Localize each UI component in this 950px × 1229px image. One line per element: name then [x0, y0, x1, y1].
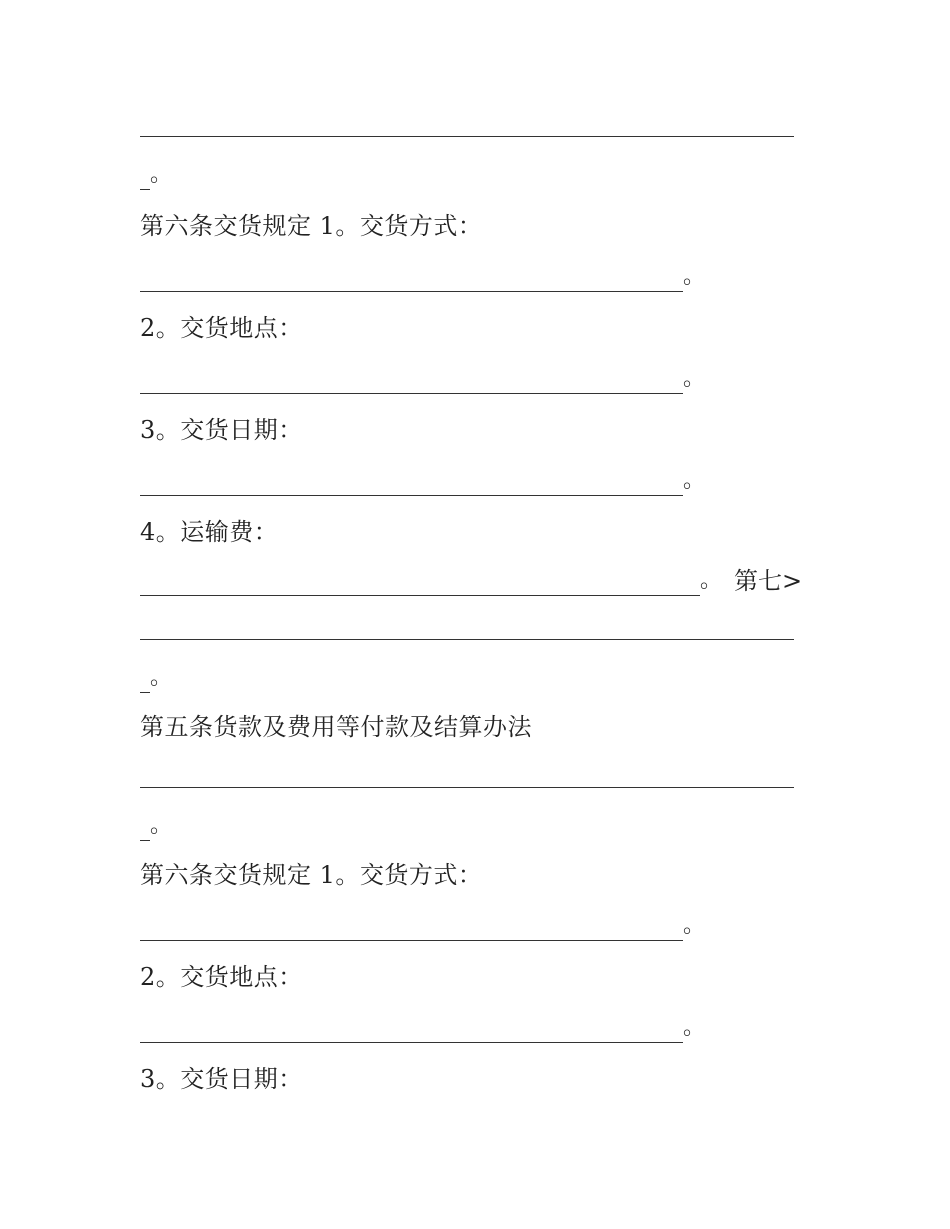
period-mark: 。: [150, 162, 173, 187]
period-mark: 。: [683, 913, 706, 938]
blank-underline: [140, 818, 150, 841]
fill-in-line: [140, 364, 705, 394]
clause-item: [140, 1064, 303, 1094]
clause-text: 第六条交货规定 1。交货方式：: [140, 861, 483, 889]
blank-underline: [140, 114, 794, 137]
blank-underline: [140, 269, 683, 292]
period-mark: 。: [150, 665, 173, 690]
period-mark: 。: [683, 264, 706, 289]
fill-in-line: [140, 610, 794, 640]
clause-text: 3。交货日期：: [140, 416, 303, 444]
fill-in-line: [140, 911, 705, 941]
period-mark: 。: [683, 468, 706, 493]
blank-underline: [140, 918, 683, 941]
clause-text: 2。交货地点：: [140, 314, 303, 342]
fill-in-line: [140, 566, 802, 596]
fill-in-line: [140, 262, 705, 292]
fill-in-line: [140, 758, 794, 788]
fill-in-line: [140, 466, 705, 496]
blank-underline: [140, 1020, 683, 1043]
clause-continuation: 第七>: [734, 567, 803, 595]
clause-item: [140, 415, 303, 445]
period-mark: 。: [700, 568, 723, 593]
clause-heading: [140, 712, 532, 742]
period-mark: 。: [150, 813, 173, 838]
clause-text: 4。运输费：: [140, 518, 279, 546]
clause-heading: [140, 860, 482, 890]
clause-heading: [140, 211, 482, 241]
line-end-stub: [140, 160, 172, 190]
clause-text: 第六条交货规定 1。交货方式：: [140, 212, 483, 240]
clause-item: [140, 517, 278, 547]
clause-text: 第五条货款及费用等付款及结算办法: [140, 713, 532, 741]
blank-underline: [140, 670, 150, 693]
period-mark: 。: [683, 1015, 706, 1040]
blank-underline: [140, 371, 683, 394]
line-end-stub: [140, 811, 172, 841]
clause-text: 2。交货地点：: [140, 963, 303, 991]
fill-in-line: [140, 107, 794, 137]
period-mark: 。: [683, 366, 706, 391]
clause-item: [140, 962, 303, 992]
clause-text: 3。交货日期：: [140, 1065, 303, 1093]
fill-in-line: [140, 1013, 705, 1043]
clause-item: [140, 313, 303, 343]
blank-underline: [140, 473, 683, 496]
blank-underline: [140, 765, 794, 788]
blank-underline: [140, 617, 794, 640]
line-end-stub: [140, 663, 172, 693]
blank-underline: [140, 573, 700, 596]
blank-underline: [140, 167, 150, 190]
